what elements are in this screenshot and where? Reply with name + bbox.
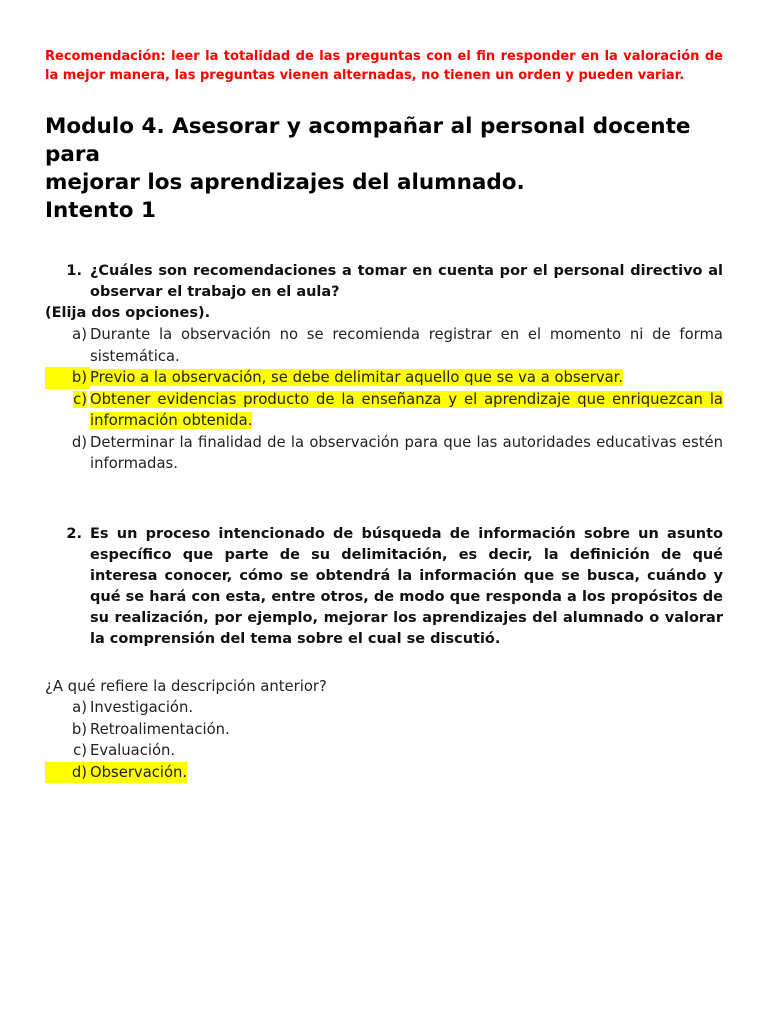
- question-2-number: 2.: [66, 525, 82, 542]
- option-text: Durante la observación no se recomienda registrar en el momento ni de forma sistemática.: [90, 326, 723, 365]
- question-2-header: [45, 524, 723, 650]
- option-text-highlighted: Previo a la observación, se debe delimitar aquello que se va a observar.: [90, 369, 624, 386]
- question-1-option-b: [45, 367, 723, 389]
- question-2: [45, 524, 723, 784]
- option-letter: b): [71, 720, 87, 738]
- module-title-line-2: mejorar los aprendizajes del alumnado.: [45, 170, 525, 195]
- question-2-option-a: [45, 697, 723, 719]
- option-letter: b): [45, 367, 90, 389]
- recommendation-note: Recomendación: leer la totalidad de las preguntas con el fin responder en la valoración de la mejor manera, las preguntas vienen alternadas, no tienen un orden y pueden variar.: [45, 49, 723, 83]
- document-page: [45, 47, 723, 783]
- question-2-option-c: [45, 740, 723, 762]
- question-1-option-a: [45, 324, 723, 367]
- option-text: Evaluación.: [90, 742, 176, 759]
- question-2-option-b: [45, 719, 723, 741]
- option-letter: d): [45, 762, 90, 784]
- option-text: Retroalimentación.: [90, 720, 230, 738]
- option-letter: c): [73, 742, 87, 759]
- option-letter: a): [72, 699, 87, 716]
- question-1-instruction: (Elija dos opciones).: [45, 305, 211, 321]
- question-2-option-d: [45, 762, 723, 784]
- option-text-highlighted: Obtener evidencias producto de la enseñanza y el aprendizaje que enriquezcan la información obtenida.: [90, 390, 723, 429]
- module-title-line-1: Modulo 4. Asesorar y acompañar al personal docente para: [45, 114, 691, 167]
- question-1-header: [45, 261, 723, 303]
- option-letter: d): [71, 433, 87, 451]
- question-1-option-d: [45, 432, 723, 475]
- option-letter: a): [72, 326, 87, 343]
- option-text: Determinar la finalidad de la observación para que las autoridades educativas estén informadas.: [90, 433, 723, 472]
- question-2-options: [45, 697, 723, 783]
- question-1-number: 1.: [66, 263, 82, 279]
- question-1-text: ¿Cuáles son recomendaciones a tomar en cuenta por el personal directivo al observar el trabajo en el aula?: [90, 263, 723, 300]
- attempt-label: Intento 1: [45, 198, 156, 223]
- question-2-prompt: ¿A qué refiere la descripción anterior?: [45, 677, 327, 695]
- option-text: Investigación.: [90, 699, 194, 716]
- question-1: [45, 261, 723, 475]
- question-2-text: Es un proceso intencionado de búsqueda de información sobre un asunto específico que parte de su delimitación, es decir, la definición de qué interesa conocer, cómo se obtendrá la información que se busca, cuándo y qué se hará con esta, entre otros, de modo que responda a los propósitos de su realización, por ejemplo, mejorar los aprendizajes del alumnado o valorar la comprensión del tema sobre el cual se discutió.: [90, 525, 723, 647]
- question-1-option-c: [45, 389, 723, 432]
- module-title: [45, 113, 723, 225]
- option-letter: c): [73, 390, 87, 408]
- question-1-options: [45, 324, 723, 475]
- option-text-highlighted: Observación.: [90, 762, 187, 784]
